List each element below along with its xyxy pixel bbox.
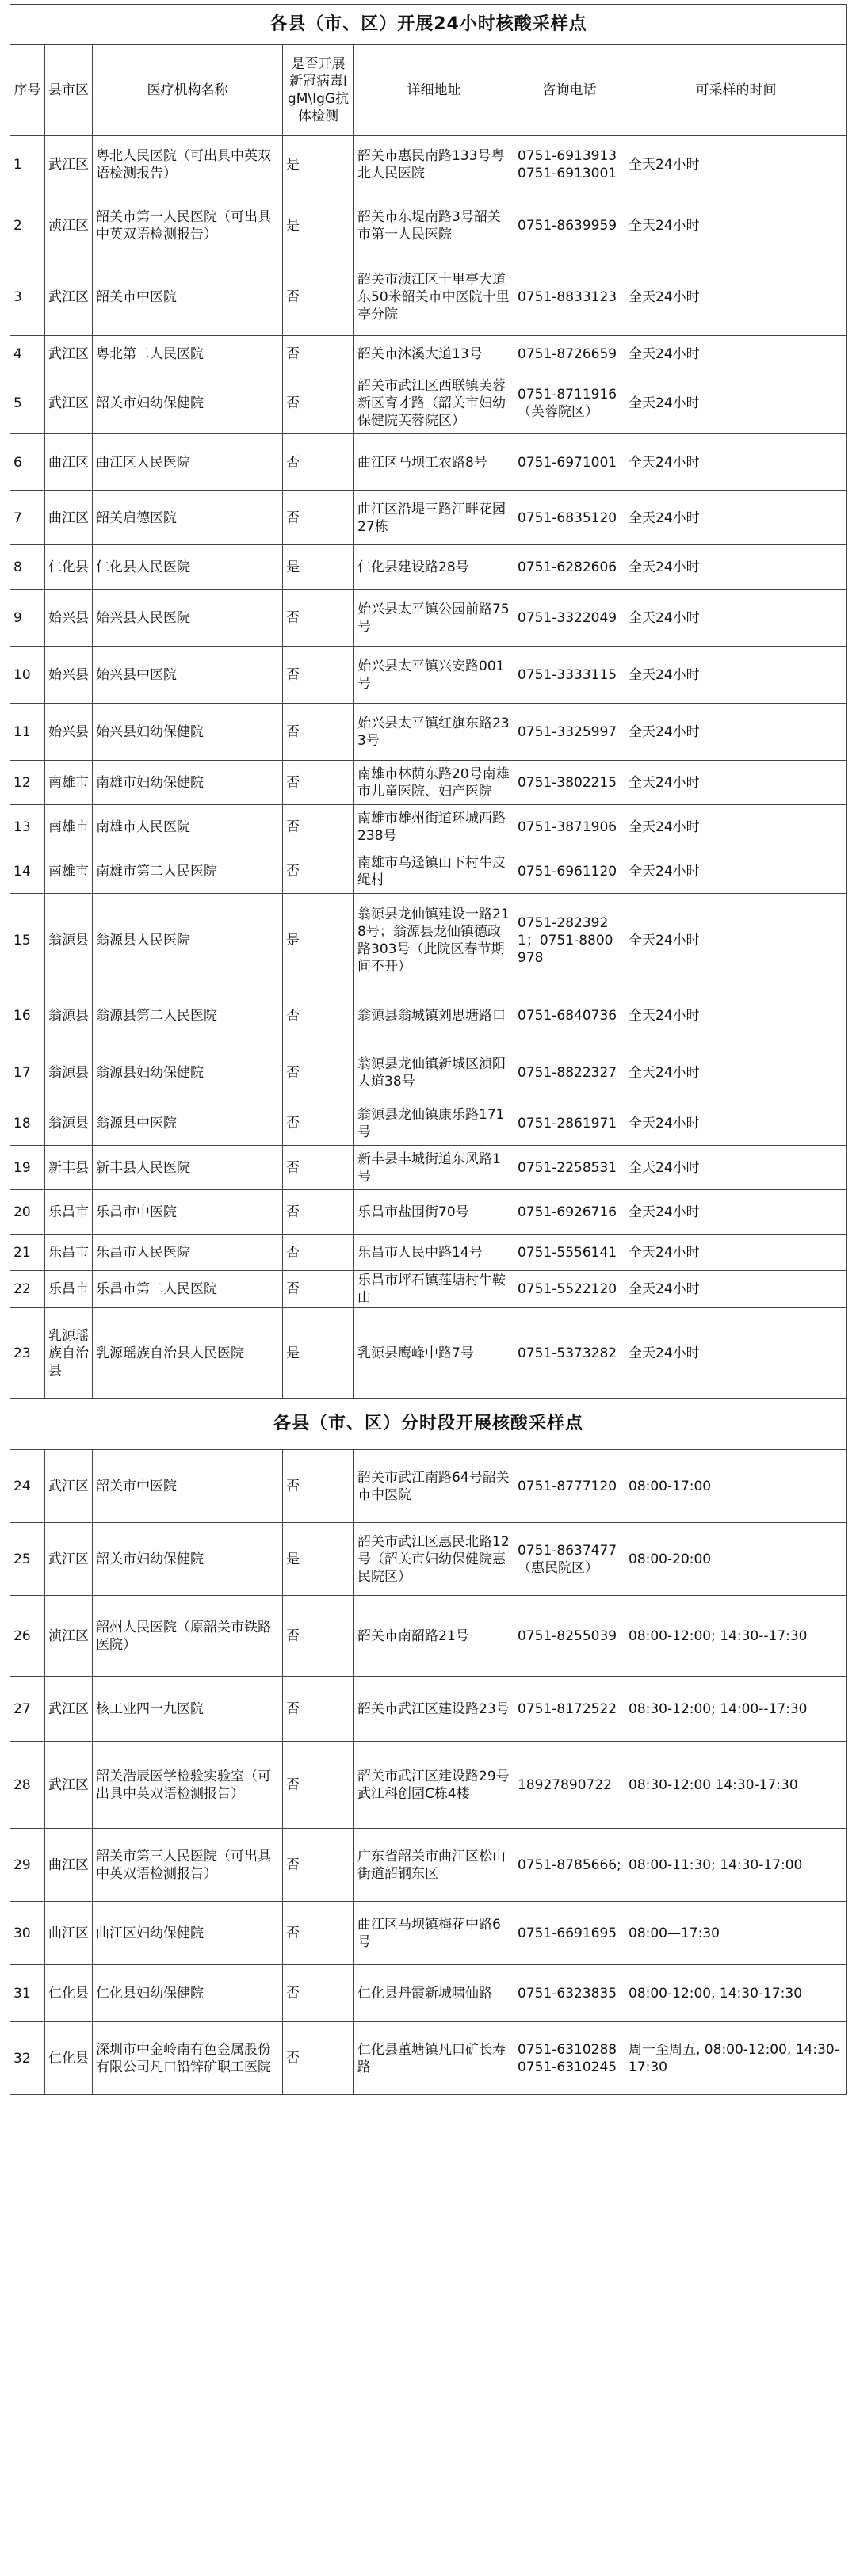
cell-phone: 0751-8785666; bbox=[514, 1829, 625, 1902]
cell-district: 翁源县 bbox=[45, 1044, 93, 1101]
cell-district: 武江区 bbox=[45, 336, 93, 372]
cell-time: 08:00-17:00 bbox=[625, 1450, 847, 1523]
cell-address: 韶关市武江区建设路29号武江科创园C栋4楼 bbox=[354, 1742, 514, 1829]
cell-antibody: 否 bbox=[283, 372, 354, 434]
cell-district: 浈江区 bbox=[45, 193, 93, 258]
cell-address: 乐昌市坪石镇莲塘村牛鞍山 bbox=[354, 1271, 514, 1308]
cell-no: 10 bbox=[10, 647, 45, 704]
cell-no: 21 bbox=[10, 1235, 45, 1271]
table-row bbox=[10, 1902, 847, 1965]
cell-institution: 韶关市中医院 bbox=[93, 258, 283, 336]
cell-district: 南雄市 bbox=[45, 805, 93, 849]
cell-phone: 0751-5522120 bbox=[514, 1271, 625, 1308]
cell-no: 8 bbox=[10, 545, 45, 590]
header-address: 详细地址 bbox=[354, 45, 514, 136]
cell-institution: 新丰县人民医院 bbox=[93, 1146, 283, 1190]
cell-antibody: 否 bbox=[283, 761, 354, 805]
cell-time: 全天24小时 bbox=[625, 761, 847, 805]
table-row bbox=[10, 545, 847, 590]
cell-time: 全天24小时 bbox=[625, 1271, 847, 1308]
cell-antibody: 是 bbox=[283, 193, 354, 258]
cell-institution: 乐昌市中医院 bbox=[93, 1190, 283, 1235]
cell-district: 乳源瑶族自治县 bbox=[45, 1308, 93, 1399]
cell-district: 仁化县 bbox=[45, 2022, 93, 2095]
cell-phone: 0751-6913913 0751-6913001 bbox=[514, 136, 625, 193]
cell-address: 翁源县龙仙镇新城区浈阳大道38号 bbox=[354, 1044, 514, 1101]
table-row bbox=[10, 372, 847, 434]
cell-phone: 0751-3325997 bbox=[514, 704, 625, 761]
cell-antibody: 否 bbox=[283, 1965, 354, 2022]
cell-phone: 0751-6835120 bbox=[514, 491, 625, 545]
cell-no: 15 bbox=[10, 894, 45, 987]
cell-time: 08:00-12:00; 14:30--17:30 bbox=[625, 1596, 847, 1677]
cell-address: 韶关市沐溪大道13号 bbox=[354, 336, 514, 372]
cell-time: 全天24小时 bbox=[625, 704, 847, 761]
cell-no: 13 bbox=[10, 805, 45, 849]
cell-district: 武江区 bbox=[45, 1677, 93, 1742]
header-phone: 咨询电话 bbox=[514, 45, 625, 136]
cell-time: 周一至周五, 08:00-12:00, 14:30-17:30 bbox=[625, 2022, 847, 2095]
cell-no: 30 bbox=[10, 1902, 45, 1965]
cell-district: 始兴县 bbox=[45, 590, 93, 647]
cell-time: 全天24小时 bbox=[625, 258, 847, 336]
cell-address: 翁源县龙仙镇建设一路218号；翁源县龙仙镇德政路303号（此院区春节期间不开） bbox=[354, 894, 514, 987]
cell-institution: 南雄市人民医院 bbox=[93, 805, 283, 849]
cell-district: 南雄市 bbox=[45, 849, 93, 894]
cell-antibody: 是 bbox=[283, 1523, 354, 1596]
cell-phone: 0751-5556141 bbox=[514, 1235, 625, 1271]
cell-no: 7 bbox=[10, 491, 45, 545]
cell-district: 曲江区 bbox=[45, 1902, 93, 1965]
cell-address: 始兴县太平镇兴安路001号 bbox=[354, 647, 514, 704]
cell-phone: 0751-2258531 bbox=[514, 1146, 625, 1190]
table-row bbox=[10, 2022, 847, 2095]
cell-antibody: 是 bbox=[283, 136, 354, 193]
cell-address: 始兴县太平镇公园前路75号 bbox=[354, 590, 514, 647]
cell-time: 全天24小时 bbox=[625, 1235, 847, 1271]
cell-phone: 0751-2861971 bbox=[514, 1101, 625, 1146]
cell-institution: 翁源县妇幼保健院 bbox=[93, 1044, 283, 1101]
table-row bbox=[10, 805, 847, 849]
cell-institution: 韶关市妇幼保健院 bbox=[93, 372, 283, 434]
table-row bbox=[10, 894, 847, 987]
cell-time: 全天24小时 bbox=[625, 491, 847, 545]
table-row bbox=[10, 1235, 847, 1271]
cell-antibody: 否 bbox=[283, 1271, 354, 1308]
cell-antibody: 否 bbox=[283, 805, 354, 849]
cell-phone: 0751-3802215 bbox=[514, 761, 625, 805]
table-row bbox=[10, 1146, 847, 1190]
cell-time: 全天24小时 bbox=[625, 987, 847, 1044]
table-header-row bbox=[10, 45, 847, 136]
cell-phone: 0751-2823921；0751-8800978 bbox=[514, 894, 625, 987]
cell-time: 08:30-12:00; 14:00--17:30 bbox=[625, 1677, 847, 1742]
cell-time: 全天24小时 bbox=[625, 805, 847, 849]
cell-district: 翁源县 bbox=[45, 1101, 93, 1146]
cell-address: 仁化县建设路28号 bbox=[354, 545, 514, 590]
section-title-24h bbox=[10, 5, 847, 45]
cell-institution: 韶关浩辰医学检验实验室（可出具中英双语检测报告） bbox=[93, 1742, 283, 1829]
cell-address: 南雄市林荫东路20号南雄市儿童医院、妇产医院 bbox=[354, 761, 514, 805]
table-row bbox=[10, 590, 847, 647]
cell-time: 全天24小时 bbox=[625, 336, 847, 372]
cell-address: 乐昌市盐围街70号 bbox=[354, 1190, 514, 1235]
cell-institution: 深圳市中金岭南有色金属股份有限公司凡口铅锌矿职工医院 bbox=[93, 2022, 283, 2095]
cell-no: 1 bbox=[10, 136, 45, 193]
cell-antibody: 否 bbox=[283, 336, 354, 372]
cell-time: 全天24小时 bbox=[625, 1044, 847, 1101]
cell-institution: 核工业四一九医院 bbox=[93, 1677, 283, 1742]
cell-district: 乐昌市 bbox=[45, 1235, 93, 1271]
cell-district: 仁化县 bbox=[45, 545, 93, 590]
cell-district: 武江区 bbox=[45, 136, 93, 193]
cell-antibody: 否 bbox=[283, 590, 354, 647]
cell-district: 翁源县 bbox=[45, 987, 93, 1044]
cell-antibody: 否 bbox=[283, 1450, 354, 1523]
cell-antibody: 否 bbox=[283, 1902, 354, 1965]
cell-address: 韶关市浈江区十里亭大道东50米韶关市中医院十里亭分院 bbox=[354, 258, 514, 336]
cell-phone: 0751-6691695 bbox=[514, 1902, 625, 1965]
cell-time: 全天24小时 bbox=[625, 849, 847, 894]
table-row bbox=[10, 704, 847, 761]
section-title-timed bbox=[10, 1399, 847, 1450]
cell-no: 14 bbox=[10, 849, 45, 894]
sampling-sites-table bbox=[10, 4, 847, 2095]
table-row bbox=[10, 1742, 847, 1829]
cell-phone: 0751-8833123 bbox=[514, 258, 625, 336]
cell-antibody: 否 bbox=[283, 1044, 354, 1101]
table-row bbox=[10, 987, 847, 1044]
table-row bbox=[10, 1596, 847, 1677]
table-row bbox=[10, 491, 847, 545]
cell-no: 19 bbox=[10, 1146, 45, 1190]
cell-phone: 0751-6840736 bbox=[514, 987, 625, 1044]
cell-institution: 翁源县第二人民医院 bbox=[93, 987, 283, 1044]
cell-district: 曲江区 bbox=[45, 1829, 93, 1902]
cell-address: 仁化县丹霞新城啸仙路 bbox=[354, 1965, 514, 2022]
cell-address: 翁源县翁城镇刘思塘路口 bbox=[354, 987, 514, 1044]
cell-address: 始兴县太平镇红旗东路233号 bbox=[354, 704, 514, 761]
cell-address: 南雄市乌迳镇山下村牛皮绳村 bbox=[354, 849, 514, 894]
cell-district: 乐昌市 bbox=[45, 1271, 93, 1308]
cell-institution: 翁源县中医院 bbox=[93, 1101, 283, 1146]
cell-institution: 曲江区妇幼保健院 bbox=[93, 1902, 283, 1965]
table-row bbox=[10, 761, 847, 805]
section-title-24h-text: 各县（市、区）开展24小时核酸采样点 bbox=[10, 5, 847, 45]
cell-time: 08:00-20:00 bbox=[625, 1523, 847, 1596]
cell-no: 28 bbox=[10, 1742, 45, 1829]
cell-phone: 0751-8711916（芙蓉院区） bbox=[514, 372, 625, 434]
cell-phone: 0751-3333115 bbox=[514, 647, 625, 704]
cell-address: 曲江区沿堤三路江畔花园27栋 bbox=[354, 491, 514, 545]
cell-institution: 韶关市第三人民医院（可出具中英双语检测报告） bbox=[93, 1829, 283, 1902]
cell-no: 11 bbox=[10, 704, 45, 761]
cell-address: 曲江区马坝工农路8号 bbox=[354, 434, 514, 491]
cell-address: 乳源县鹰峰中路7号 bbox=[354, 1308, 514, 1399]
cell-address: 韶关市东堤南路3号韶关市第一人民医院 bbox=[354, 193, 514, 258]
cell-antibody: 否 bbox=[283, 1829, 354, 1902]
cell-phone: 0751-8255039 bbox=[514, 1596, 625, 1677]
cell-no: 26 bbox=[10, 1596, 45, 1677]
cell-time: 全天24小时 bbox=[625, 1101, 847, 1146]
table-row bbox=[10, 1101, 847, 1146]
cell-phone: 0751-3871906 bbox=[514, 805, 625, 849]
cell-no: 4 bbox=[10, 336, 45, 372]
cell-institution: 乳源瑶族自治县人民医院 bbox=[93, 1308, 283, 1399]
cell-district: 浈江区 bbox=[45, 1596, 93, 1677]
cell-antibody: 是 bbox=[283, 894, 354, 987]
table-row bbox=[10, 193, 847, 258]
cell-institution: 粤北第二人民医院 bbox=[93, 336, 283, 372]
cell-institution: 曲江区人民医院 bbox=[93, 434, 283, 491]
cell-institution: 南雄市第二人民医院 bbox=[93, 849, 283, 894]
cell-antibody: 否 bbox=[283, 1146, 354, 1190]
cell-district: 武江区 bbox=[45, 1523, 93, 1596]
header-antibody: 是否开展新冠病毒IgM\IgG抗体检测 bbox=[283, 45, 354, 136]
cell-antibody: 否 bbox=[283, 849, 354, 894]
cell-antibody: 否 bbox=[283, 1190, 354, 1235]
table-row bbox=[10, 1829, 847, 1902]
cell-address: 曲江区马坝镇梅花中路6号 bbox=[354, 1902, 514, 1965]
cell-antibody: 否 bbox=[283, 434, 354, 491]
cell-district: 曲江区 bbox=[45, 491, 93, 545]
cell-antibody: 否 bbox=[283, 1677, 354, 1742]
cell-district: 武江区 bbox=[45, 1450, 93, 1523]
cell-institution: 始兴县人民医院 bbox=[93, 590, 283, 647]
cell-district: 始兴县 bbox=[45, 704, 93, 761]
table-row bbox=[10, 849, 847, 894]
cell-address: 韶关市武江区西联镇芙蓉新区育才路（韶关市妇幼保健院芙蓉院区） bbox=[354, 372, 514, 434]
cell-antibody: 否 bbox=[283, 647, 354, 704]
cell-antibody: 否 bbox=[283, 1596, 354, 1677]
cell-time: 全天24小时 bbox=[625, 434, 847, 491]
cell-antibody: 否 bbox=[283, 1101, 354, 1146]
cell-address: 韶关市南韶路21号 bbox=[354, 1596, 514, 1677]
cell-phone: 0751-8637477（惠民院区） bbox=[514, 1523, 625, 1596]
cell-phone: 0751-5373282 bbox=[514, 1308, 625, 1399]
cell-no: 6 bbox=[10, 434, 45, 491]
cell-time: 08:30-12:00 14:30-17:30 bbox=[625, 1742, 847, 1829]
cell-institution: 翁源县人民医院 bbox=[93, 894, 283, 987]
cell-district: 曲江区 bbox=[45, 434, 93, 491]
cell-phone: 18927890722 bbox=[514, 1742, 625, 1829]
table-row bbox=[10, 1271, 847, 1308]
cell-district: 乐昌市 bbox=[45, 1190, 93, 1235]
cell-institution: 南雄市妇幼保健院 bbox=[93, 761, 283, 805]
cell-no: 31 bbox=[10, 1965, 45, 2022]
cell-district: 南雄市 bbox=[45, 761, 93, 805]
cell-antibody: 是 bbox=[283, 1308, 354, 1399]
cell-time: 全天24小时 bbox=[625, 894, 847, 987]
cell-antibody: 否 bbox=[283, 2022, 354, 2095]
cell-phone: 0751-6310288 0751-6310245 bbox=[514, 2022, 625, 2095]
cell-phone: 0751-8777120 bbox=[514, 1450, 625, 1523]
cell-time: 全天24小时 bbox=[625, 590, 847, 647]
cell-institution: 韶关市第一人民医院（可出具中英双语检测报告） bbox=[93, 193, 283, 258]
cell-institution: 韶关启德医院 bbox=[93, 491, 283, 545]
header-time: 可采样的时间 bbox=[625, 45, 847, 136]
cell-address: 新丰县丰城街道东风路1号 bbox=[354, 1146, 514, 1190]
cell-district: 新丰县 bbox=[45, 1146, 93, 1190]
cell-no: 24 bbox=[10, 1450, 45, 1523]
cell-institution: 粤北人民医院（可出具中英双语检测报告） bbox=[93, 136, 283, 193]
table-row bbox=[10, 1190, 847, 1235]
cell-no: 16 bbox=[10, 987, 45, 1044]
cell-time: 全天24小时 bbox=[625, 1146, 847, 1190]
cell-time: 08:00-12:00, 14:30-17:30 bbox=[625, 1965, 847, 2022]
table-row bbox=[10, 258, 847, 336]
cell-institution: 韶关市中医院 bbox=[93, 1450, 283, 1523]
cell-antibody: 否 bbox=[283, 1742, 354, 1829]
cell-no: 20 bbox=[10, 1190, 45, 1235]
cell-institution: 乐昌市人民医院 bbox=[93, 1235, 283, 1271]
cell-no: 12 bbox=[10, 761, 45, 805]
cell-address: 乐昌市人民中路14号 bbox=[354, 1235, 514, 1271]
cell-antibody: 否 bbox=[283, 1235, 354, 1271]
cell-address: 广东省韶关市曲江区松山街道韶钢东区 bbox=[354, 1829, 514, 1902]
table-row bbox=[10, 1450, 847, 1523]
table-row bbox=[10, 1523, 847, 1596]
cell-no: 2 bbox=[10, 193, 45, 258]
cell-phone: 0751-6961120 bbox=[514, 849, 625, 894]
cell-time: 全天24小时 bbox=[625, 136, 847, 193]
cell-institution: 韶关市妇幼保健院 bbox=[93, 1523, 283, 1596]
cell-institution: 乐昌市第二人民医院 bbox=[93, 1271, 283, 1308]
cell-address: 韶关市惠民南路133号粤北人民医院 bbox=[354, 136, 514, 193]
table-row bbox=[10, 136, 847, 193]
cell-time: 08:00-11:30; 14:30-17:00 bbox=[625, 1829, 847, 1902]
cell-no: 18 bbox=[10, 1101, 45, 1146]
table-row bbox=[10, 1044, 847, 1101]
cell-institution: 仁化县妇幼保健院 bbox=[93, 1965, 283, 2022]
cell-time: 全天24小时 bbox=[625, 1190, 847, 1235]
header-district: 县市区 bbox=[45, 45, 93, 136]
cell-time: 08:00—17:30 bbox=[625, 1902, 847, 1965]
cell-phone: 0751-6926716 bbox=[514, 1190, 625, 1235]
cell-time: 全天24小时 bbox=[625, 647, 847, 704]
header-no: 序号 bbox=[10, 45, 45, 136]
cell-district: 翁源县 bbox=[45, 894, 93, 987]
cell-phone: 0751-6323835 bbox=[514, 1965, 625, 2022]
cell-time: 全天24小时 bbox=[625, 193, 847, 258]
cell-no: 25 bbox=[10, 1523, 45, 1596]
cell-no: 22 bbox=[10, 1271, 45, 1308]
cell-district: 仁化县 bbox=[45, 1965, 93, 2022]
cell-no: 5 bbox=[10, 372, 45, 434]
cell-no: 32 bbox=[10, 2022, 45, 2095]
cell-antibody: 否 bbox=[283, 704, 354, 761]
cell-phone: 0751-8822327 bbox=[514, 1044, 625, 1101]
cell-antibody: 否 bbox=[283, 987, 354, 1044]
cell-institution: 韶州人民医院（原韶关市铁路医院） bbox=[93, 1596, 283, 1677]
cell-antibody: 是 bbox=[283, 545, 354, 590]
cell-address: 韶关市武江南路64号韶关市中医院 bbox=[354, 1450, 514, 1523]
header-institution: 医疗机构名称 bbox=[93, 45, 283, 136]
cell-district: 武江区 bbox=[45, 258, 93, 336]
cell-district: 始兴县 bbox=[45, 647, 93, 704]
cell-phone: 0751-8726659 bbox=[514, 336, 625, 372]
cell-institution: 始兴县中医院 bbox=[93, 647, 283, 704]
cell-phone: 0751-8639959 bbox=[514, 193, 625, 258]
cell-no: 29 bbox=[10, 1829, 45, 1902]
table-row bbox=[10, 336, 847, 372]
cell-antibody: 否 bbox=[283, 258, 354, 336]
cell-phone: 0751-6282606 bbox=[514, 545, 625, 590]
cell-address: 南雄市雄州街道环城西路238号 bbox=[354, 805, 514, 849]
cell-address: 韶关市武江区惠民北路12号（韶关市妇幼保健院惠民院区） bbox=[354, 1523, 514, 1596]
cell-phone: 0751-3322049 bbox=[514, 590, 625, 647]
cell-address: 翁源县龙仙镇康乐路171号 bbox=[354, 1101, 514, 1146]
cell-phone: 0751-6971001 bbox=[514, 434, 625, 491]
table-row bbox=[10, 1965, 847, 2022]
cell-institution: 始兴县妇幼保健院 bbox=[93, 704, 283, 761]
cell-address: 韶关市武江区建设路23号 bbox=[354, 1677, 514, 1742]
table-row bbox=[10, 647, 847, 704]
cell-no: 3 bbox=[10, 258, 45, 336]
cell-no: 17 bbox=[10, 1044, 45, 1101]
cell-antibody: 否 bbox=[283, 491, 354, 545]
table-row bbox=[10, 434, 847, 491]
cell-no: 27 bbox=[10, 1677, 45, 1742]
cell-no: 9 bbox=[10, 590, 45, 647]
cell-time: 全天24小时 bbox=[625, 372, 847, 434]
cell-no: 23 bbox=[10, 1308, 45, 1399]
cell-phone: 0751-8172522 bbox=[514, 1677, 625, 1742]
cell-address: 仁化县董塘镇凡口矿长寿路 bbox=[354, 2022, 514, 2095]
cell-district: 武江区 bbox=[45, 372, 93, 434]
section-title-timed-text: 各县（市、区）分时段开展核酸采样点 bbox=[10, 1399, 847, 1450]
table-row bbox=[10, 1677, 847, 1742]
cell-district: 武江区 bbox=[45, 1742, 93, 1829]
cell-institution: 仁化县人民医院 bbox=[93, 545, 283, 590]
cell-time: 全天24小时 bbox=[625, 1308, 847, 1399]
table-row bbox=[10, 1308, 847, 1399]
cell-time: 全天24小时 bbox=[625, 545, 847, 590]
